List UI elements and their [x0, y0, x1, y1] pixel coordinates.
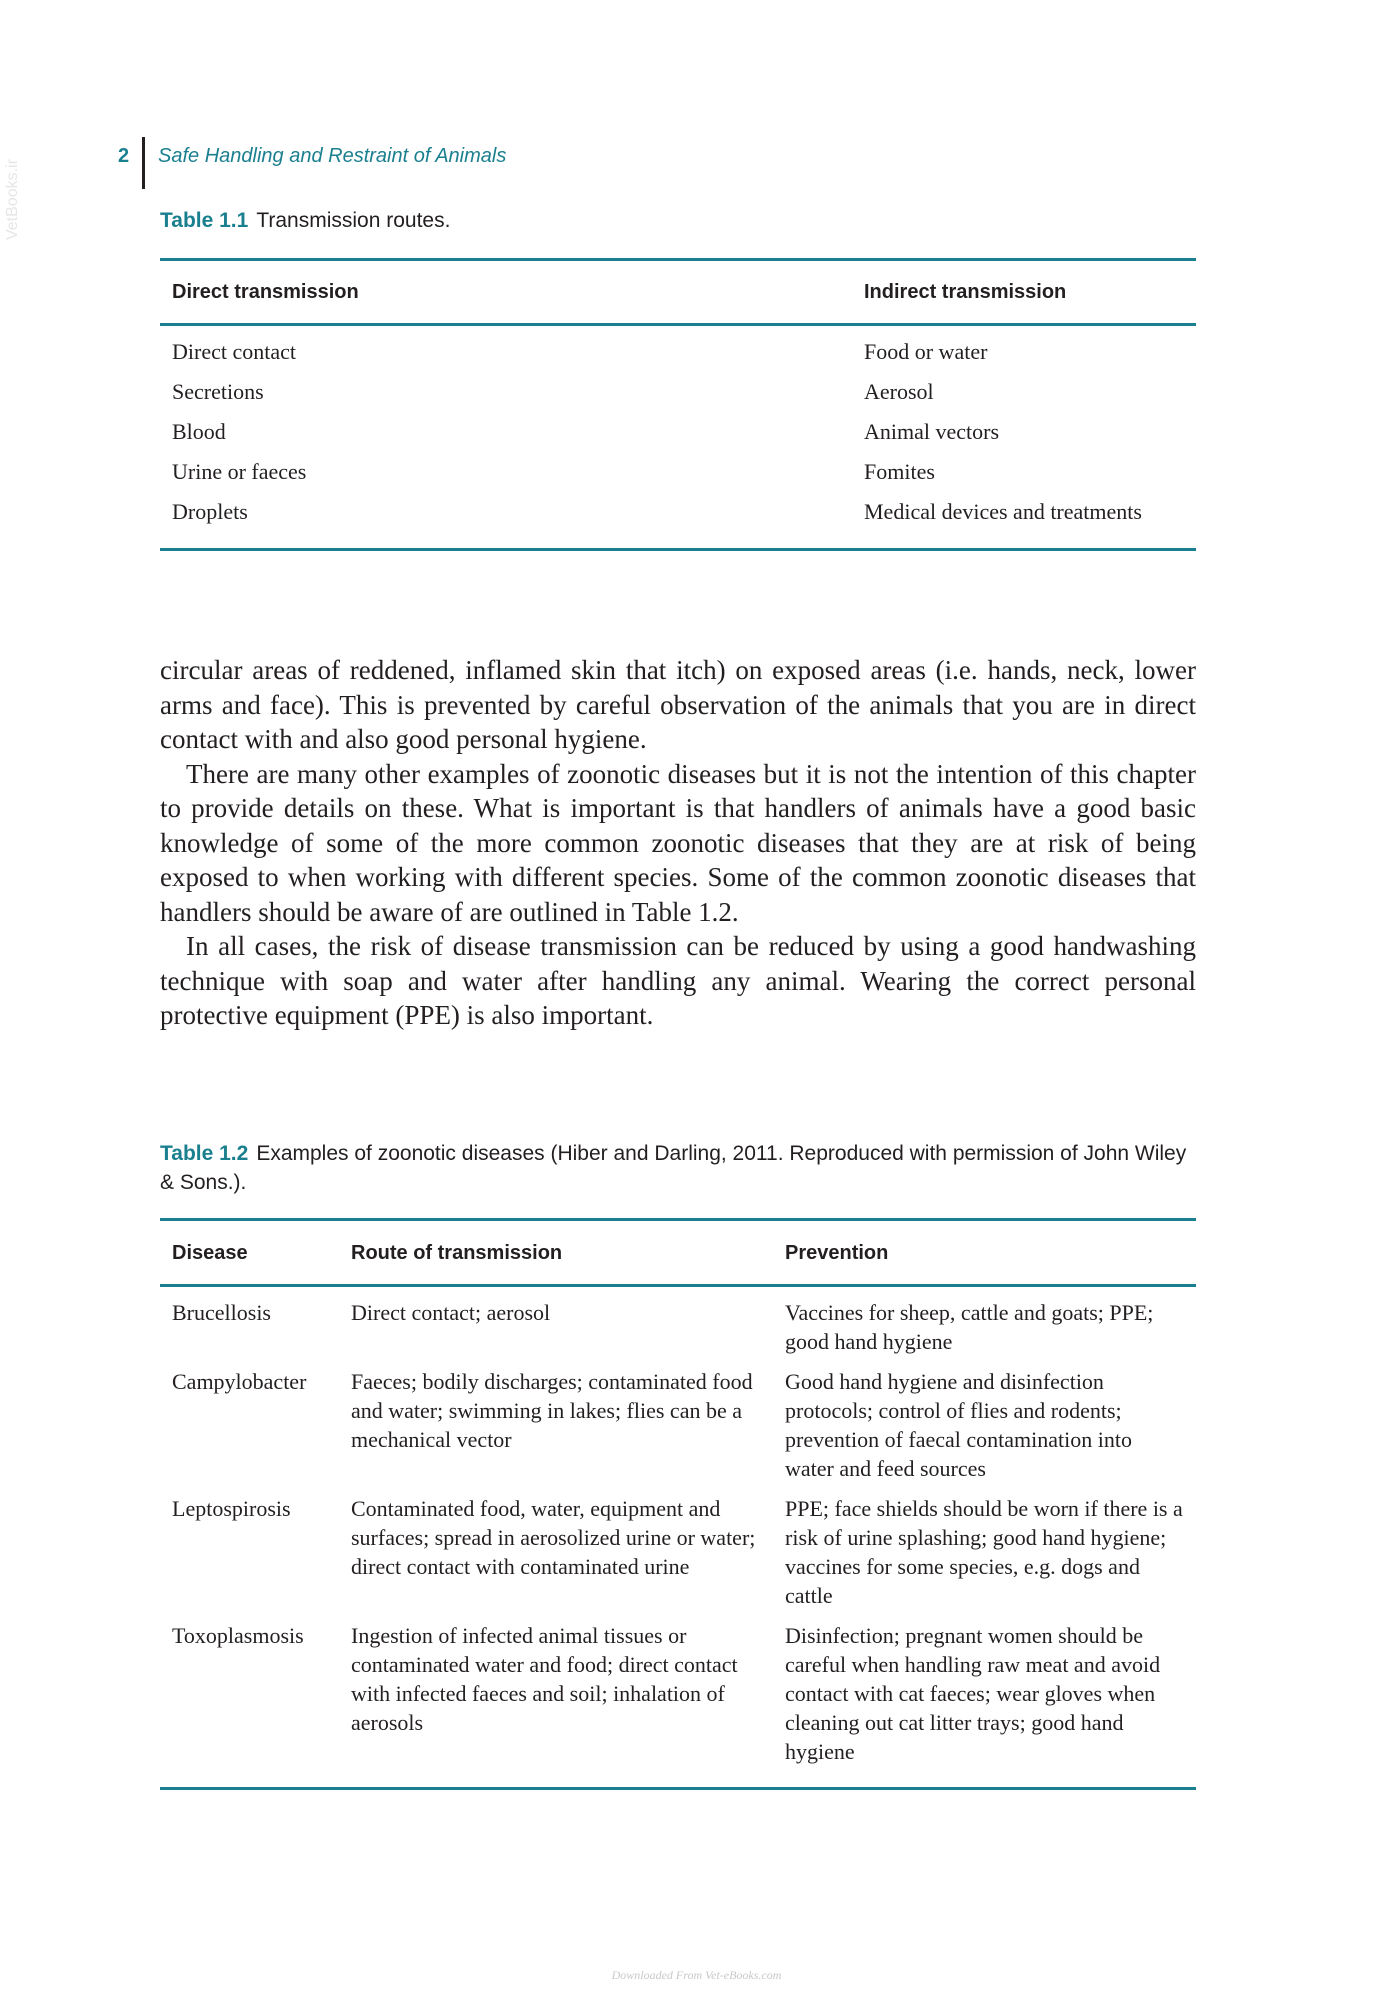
- table-row: [160, 1367, 1196, 1494]
- table1-cell: Medical devices and treatments: [864, 499, 1142, 524]
- side-watermark: VetBooks.ir: [4, 159, 21, 240]
- table1-cell: Secretions: [172, 379, 264, 404]
- running-title: Safe Handling and Restraint of Animals: [158, 145, 507, 167]
- table2-header-prevention: Prevention: [785, 1241, 889, 1264]
- table2-cell-route: Ingestion of infected animal tissues or contaminated water and food; direct contact with infected faeces and soil; inhalation of aerosols: [351, 1623, 738, 1735]
- table1-caption-text: Transmission routes.: [256, 209, 451, 232]
- table2-cell-route: Faeces; bodily discharges; contaminated food and water; swimming in lakes; flies can be a mechanical vector: [351, 1369, 753, 1452]
- table1-cell: Animal vectors: [864, 419, 1000, 444]
- table1-caption-number: Table 1.1: [160, 209, 249, 232]
- table1-bottom-rule: [160, 548, 1196, 551]
- table-row: [160, 332, 1196, 372]
- table1-cell: Aerosol: [864, 379, 934, 404]
- header-divider: [142, 137, 145, 189]
- table2-cell-disease: Campylobacter: [172, 1369, 307, 1394]
- table2-header: [160, 1222, 1196, 1284]
- table1-header-rule: [160, 323, 1196, 326]
- table2-bottom-rule: [160, 1787, 1196, 1790]
- table2-cell-route: Contaminated food, water, equipment and surfaces; spread in aerosolized urine or water; direct contact with contaminated urine: [351, 1496, 756, 1579]
- table2-caption-number: Table 1.2: [160, 1142, 249, 1165]
- table2-header-rule: [160, 1284, 1196, 1287]
- table-row: [160, 492, 1196, 532]
- table-row: [160, 372, 1196, 412]
- table1-header-indirect: Indirect transmission: [864, 280, 1067, 303]
- table1-top-rule: [160, 258, 1196, 261]
- table1-cell: Direct contact: [172, 339, 296, 364]
- table2-cell-disease: Toxoplasmosis: [172, 1623, 304, 1648]
- table2-header-route: Route of transmission: [351, 1241, 563, 1264]
- table1-cell: Urine or faeces: [172, 459, 307, 484]
- table1-header-direct: Direct transmission: [172, 280, 359, 303]
- body-paragraph: circular areas of reddened, inflamed skin that itch) on exposed areas (i.e. hands, neck, lower arms and face). This is prevented by careful observation of the animals that you are in direct contact with and also good personal hygiene.: [160, 655, 1196, 754]
- table2-cell-disease: Brucellosis: [172, 1300, 271, 1325]
- table-row: [160, 1621, 1196, 1777]
- table2-cell-prevention: Vaccines for sheep, cattle and goats; PPE; good hand hygiene: [785, 1300, 1154, 1354]
- table2-cell-disease: Leptospirosis: [172, 1496, 291, 1521]
- table1-cell: Droplets: [172, 499, 248, 524]
- page-number: 2: [118, 145, 130, 167]
- table2-caption-text: Examples of zoonotic diseases (Hiber and Darling, 2011. Reproduced with permission of John Wiley & Sons.).: [160, 1142, 1187, 1194]
- table1-caption: [160, 206, 1200, 235]
- table1-cell: Blood: [172, 419, 226, 444]
- table-row: [160, 1494, 1196, 1621]
- table-row: [160, 1298, 1196, 1367]
- table2-cell-prevention: Disinfection; pregnant women should be careful when handling raw meat and avoid contact with cat faeces; wear gloves when cleaning out cat litter trays; good hand hygiene: [785, 1623, 1161, 1764]
- table-row: [160, 452, 1196, 492]
- table2-caption: [160, 1139, 1200, 1197]
- table1-body: [160, 332, 1196, 532]
- body-text: [160, 653, 1196, 1033]
- table1-cell: Fomites: [864, 459, 935, 484]
- table2-header-disease: Disease: [172, 1241, 248, 1264]
- table2-cell-prevention: PPE; face shields should be worn if there is a risk of urine splashing; good hand hygiene; vaccines for some species, e.g. dogs and cattle: [785, 1496, 1183, 1608]
- table2-body: [160, 1298, 1196, 1777]
- body-paragraph: In all cases, the risk of disease transmission can be reduced by using a good handwashing technique with soap and water after handling any animal. Wearing the correct personal protective equipment (PPE) is also important.: [160, 931, 1196, 1030]
- table2-cell-route: Direct contact; aerosol: [351, 1300, 551, 1325]
- table1-cell: Food or water: [864, 339, 988, 364]
- body-paragraph: There are many other examples of zoonotic diseases but it is not the intention of this chapter to provide details on these. What is important is that handlers of animals have a good basic knowledge of some of the more common zoonotic diseases that they are at risk of being exposed to when working with different species. Some of the common zoonotic diseases that handlers should be aware of are outlined in Table 1.2.: [160, 758, 1196, 927]
- table2-top-rule: [160, 1218, 1196, 1221]
- table-row: [160, 412, 1196, 452]
- footer-watermark: Downloaded From Vet-eBooks.com: [611, 1968, 782, 1982]
- table2-cell-prevention: Good hand hygiene and disinfection protocols; control of flies and rodents; prevention of faecal contamination into water and feed sources: [785, 1369, 1132, 1481]
- table1-header: [160, 262, 1196, 322]
